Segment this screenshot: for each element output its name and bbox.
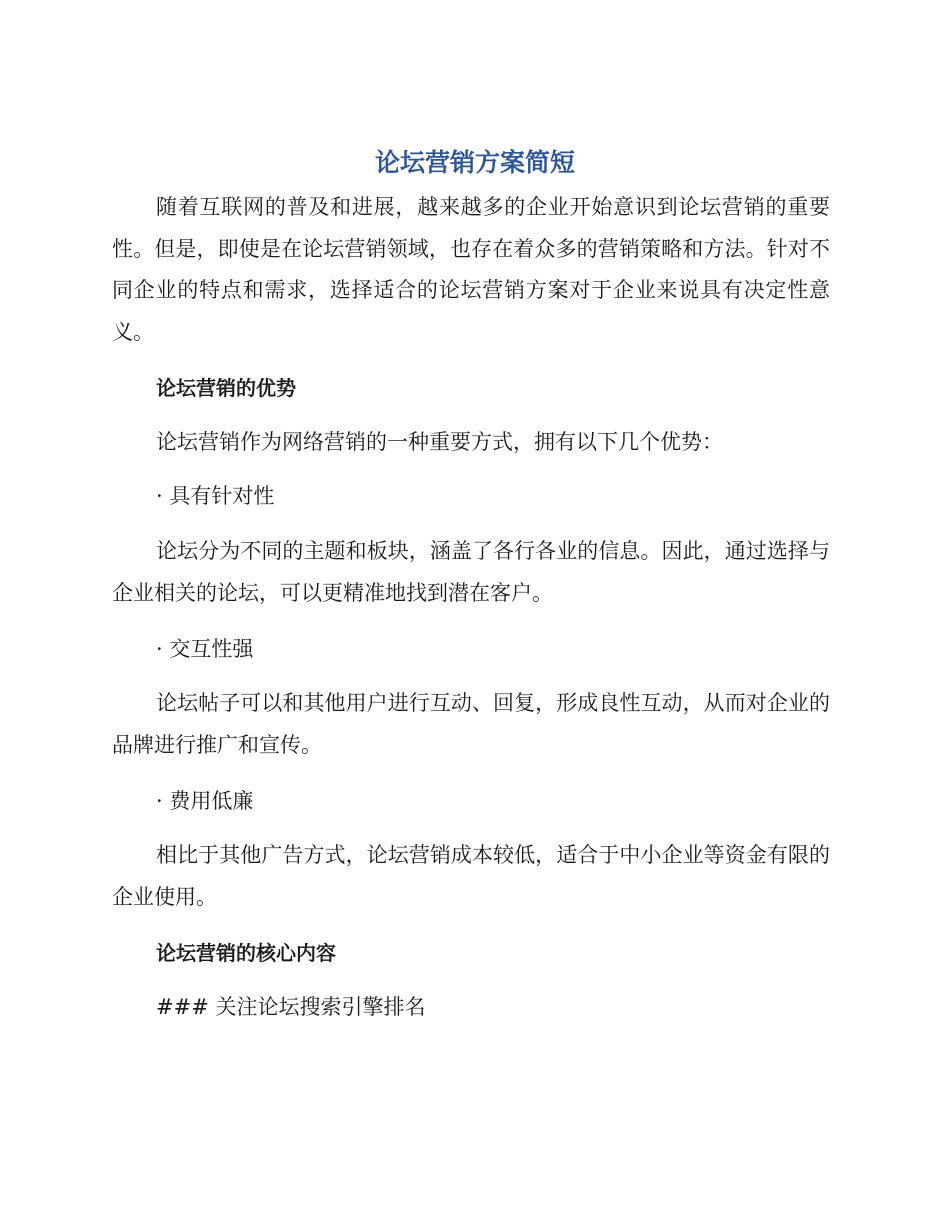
intro-paragraph: 随着互联网的普及和进展，越来越多的企业开始意识到论坛营销的重要性。但是，即使是在论坛营销领域，也存在着众多的营销策略和方法。针对不同企业的特点和需求，选择适合的论坛营销方案对于企业来说具有决定性意义。 [112, 195, 830, 344]
advantage-targeted-text: 论坛分为不同的主题和板块，涵盖了各行各业的信息。因此，通过选择与企业相关的论坛，可以更精准地找到潜在客户。 [112, 539, 830, 605]
advantages-lead-paragraph: 论坛营销作为网络营销的一种重要方式，拥有以下几个优势： [156, 430, 723, 454]
section-heading-core-content: 论坛营销的核心内容 [156, 941, 336, 965]
advantage-interactive-title: · 交互性强 [156, 637, 254, 661]
advantage-interactive-text: 论坛帖子可以和其他用户进行互动、回复，形成良性互动，从而对企业的品牌进行推广和宣传。 [112, 691, 830, 757]
advantage-low-cost-title: · 费用低廉 [156, 789, 254, 813]
subsection-search-ranking: ### 关注论坛搜索引擎排名 [156, 995, 426, 1019]
section-heading-advantages: 论坛营销的优势 [156, 376, 296, 400]
advantage-low-cost-text: 相比于其他广告方式，论坛营销成本较低，适合于中小企业等资金有限的企业使用。 [112, 843, 830, 909]
document-title: 论坛营销方案简短 [374, 148, 575, 177]
advantage-targeted-title: · 具有针对性 [156, 484, 275, 508]
